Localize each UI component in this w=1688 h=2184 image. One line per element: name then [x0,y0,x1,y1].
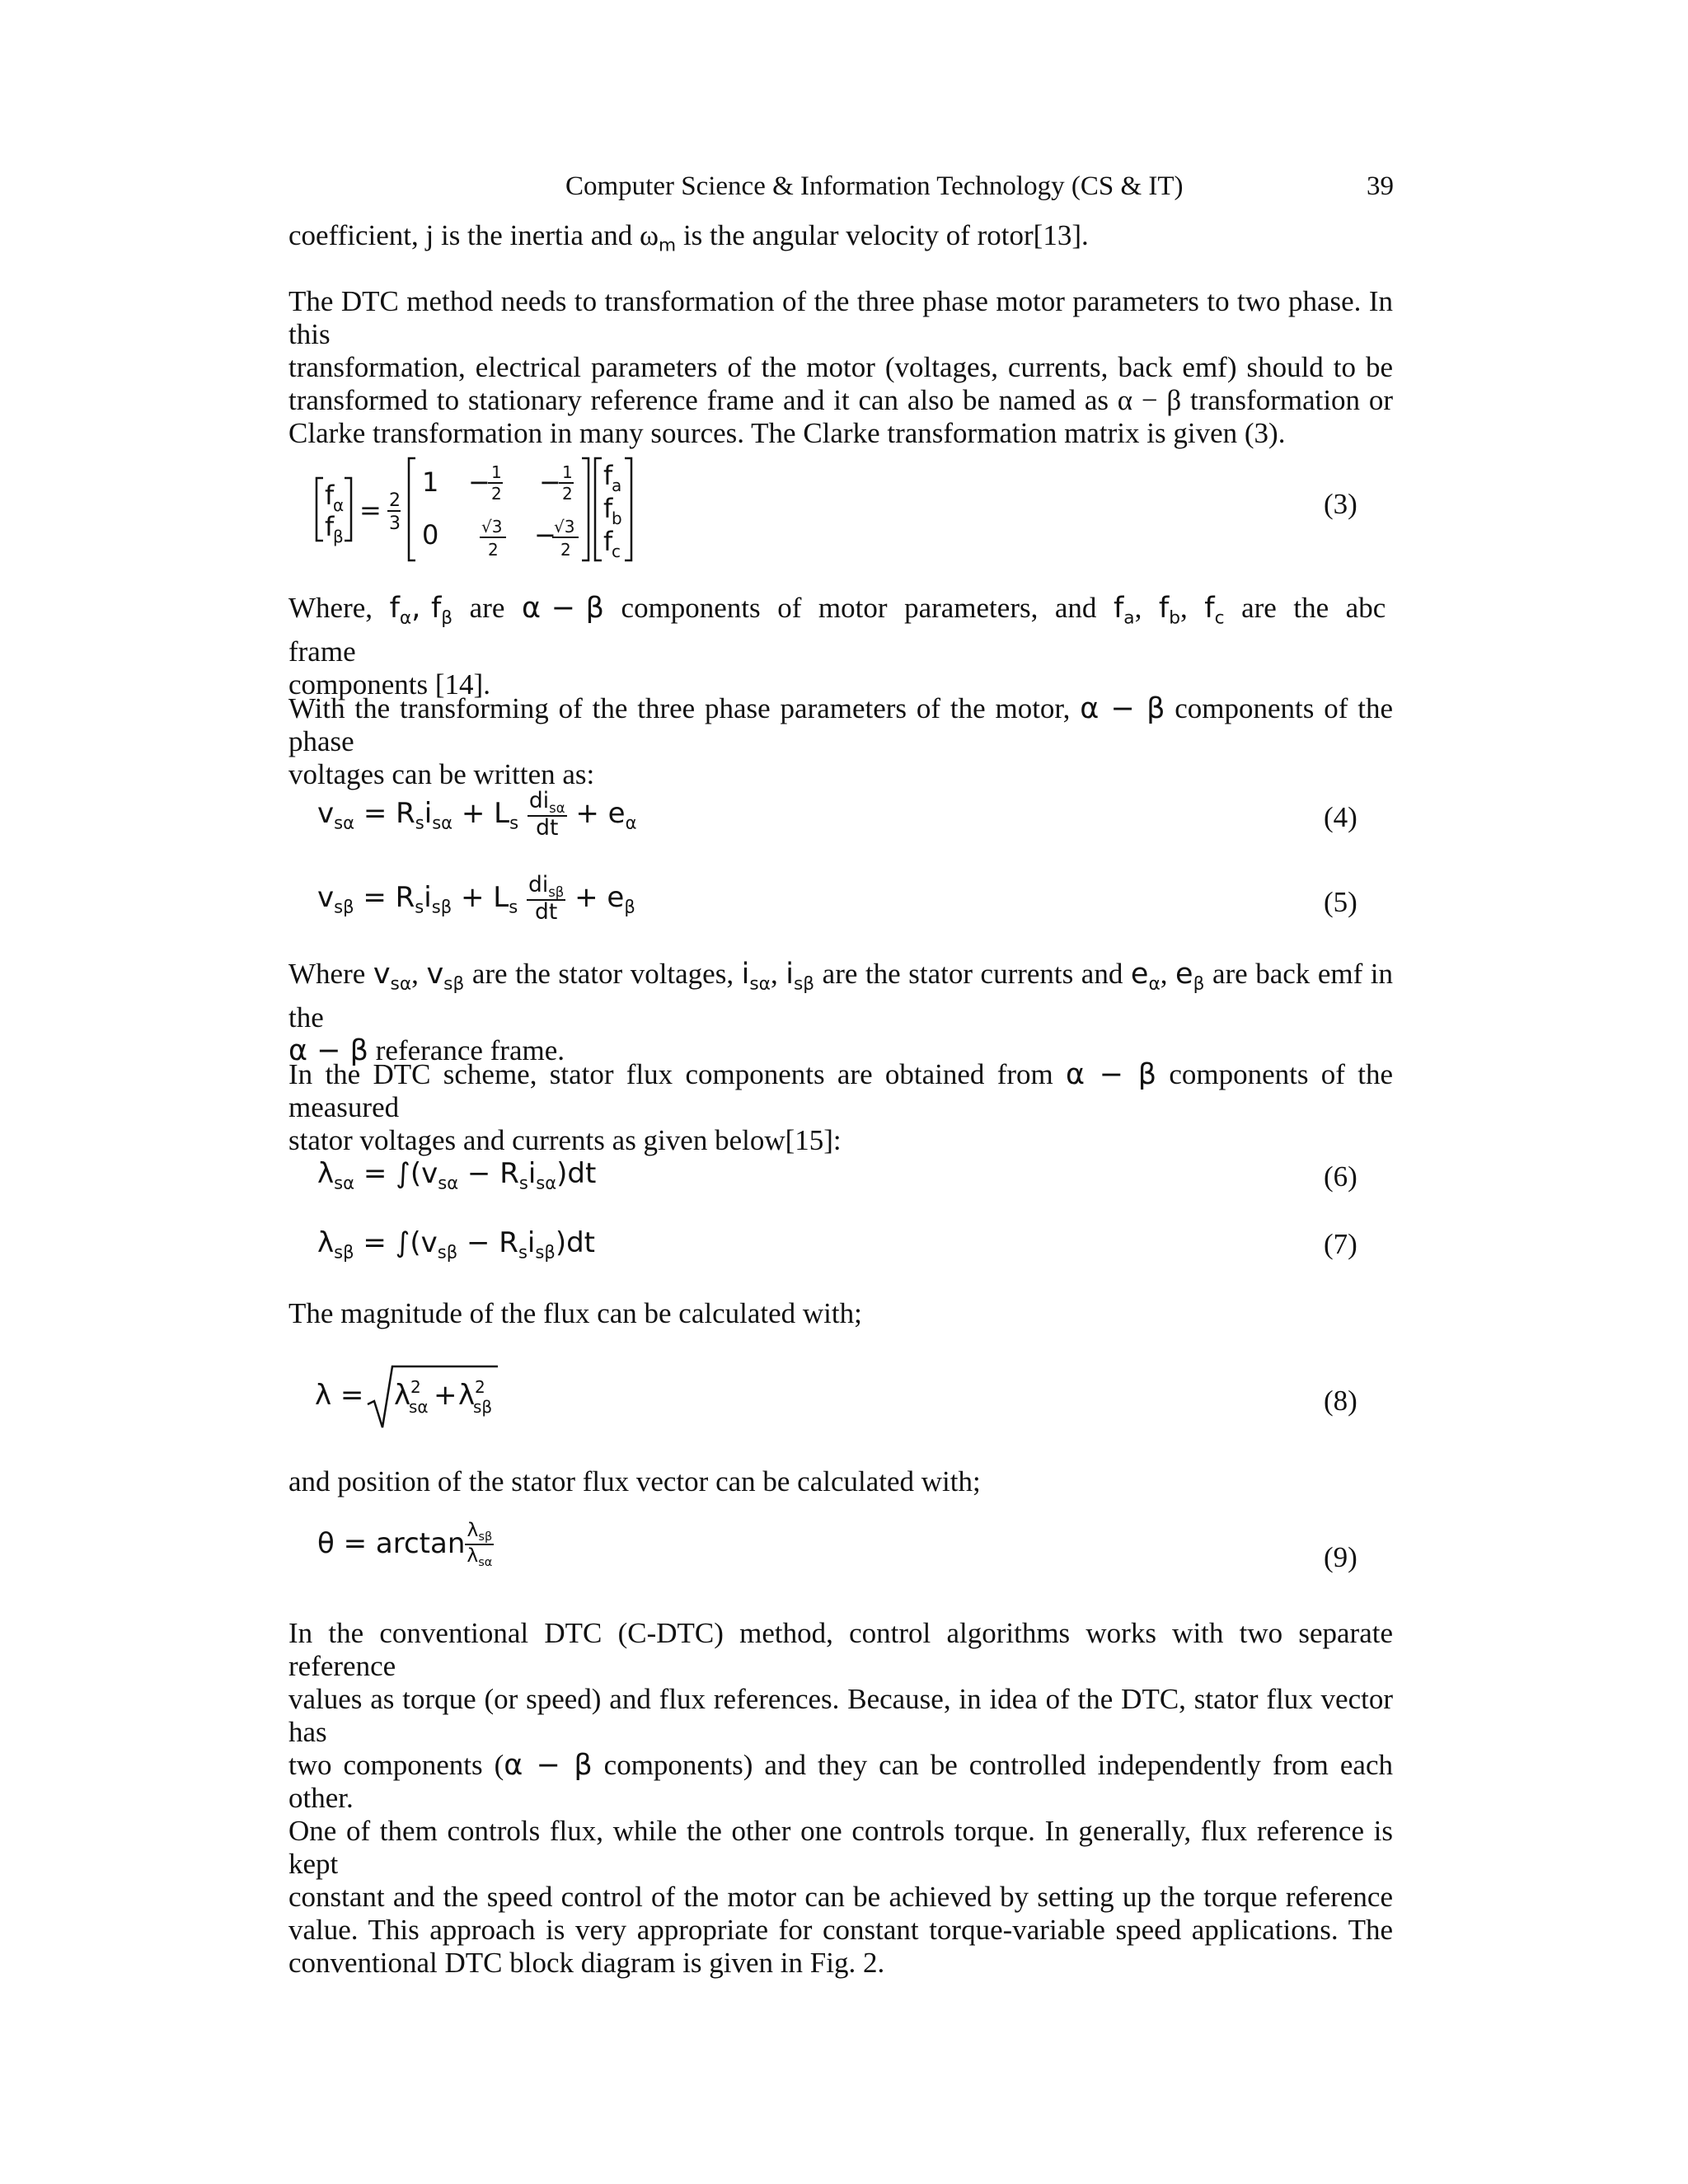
svg-text:c: c [612,541,621,561]
paragraph-phase-voltages: With the transforming of the three phase parameters of the motor, α − β components of the phase voltages can be written as: [288,692,1393,790]
svg-text:λ: λ [394,1379,411,1412]
svg-text:f: f [603,526,613,557]
svg-text:f: f [325,511,335,542]
svg-text:λ: λ [458,1379,476,1412]
svg-text:0: 0 [422,519,439,551]
equation-4: $v_{s\alpha} = R_si_{s\alpha} + L_s$ $\frac{di_{s\alpha}}{dt}$ + $e_\alpha$ [317,788,637,841]
paragraph-conventional-dtc: In the conventional DTC (C-DTC) method, control algorithms works with two separate reference values as torque (or speed) and flux references. Because, in idea of the DTC, stator flux vector has two components (α − β components) and they can be controlled independently from each other. One of them controls flux, while the other one controls torque. In generally, flux reference is kept constant and the speed control of the motor can be achieved by setting up the torque reference value. This approach is very appropriate for constant torque-variable speed applications. The conventional DTC block diagram is given in Fig. 2. [288,1617,1393,1979]
svg-text:2: 2 [491,484,502,504]
svg-text:2: 2 [560,540,571,560]
equation-9: θ = arctan $\frac{\lambda_{s\beta}}{\lambda_{s\alpha}}$ [317,1518,493,1570]
svg-text:b: b [612,509,622,528]
equation-number-4: (4) [1324,801,1357,833]
page-number: 39 [1367,171,1394,201]
equation-number-6: (6) [1324,1160,1357,1193]
svg-text:f: f [325,480,335,511]
svg-text:a: a [612,476,622,495]
equation-number-3: (3) [1324,488,1357,520]
paragraph-flux-position: and position of the stator flux vector can be calculated with; [288,1465,981,1497]
svg-text:√3: √3 [481,517,503,537]
paragraph-continuation: coefficient, j is the inertia and $\omega_m$ is the angular velocity of rotor[13]. [288,219,1089,256]
svg-text:sβ: sβ [473,1397,493,1417]
svg-text:3: 3 [389,513,401,534]
svg-text:=: = [359,494,382,526]
equation-3-clarke-matrix [313,452,659,567]
svg-text:2: 2 [410,1377,421,1397]
equation-number-5: (5) [1324,886,1357,918]
svg-text:α: α [333,495,345,515]
svg-text:2: 2 [389,490,401,511]
paragraph-components-def: Where, $f_\alpha$, $f_\beta$ are α − β components of motor parameters, and $f_a$, $f_b$, $f_c$ are the abc frame components [14]. [288,592,1393,701]
svg-text:f: f [603,493,613,524]
svg-text:2: 2 [562,484,573,504]
paragraph-flux-components: In the DTC scheme, stator flux components are obtained from α − β components of the measured stator voltages and currents as given below[15]: [288,1058,1393,1156]
paragraph-stator-voltages: Where $v_{s\alpha}$, $v_{s\beta}$ are the stator voltages, $i_{s\alpha}$, $i_{s\beta}$ are the stator currents and $e_\alpha$, $e_\beta$ are back emf in the α − β referance frame. [288,958,1394,1067]
journal-title: Computer Science & Information Technology (CS & IT) [565,171,1184,201]
svg-text:−: − [539,466,561,498]
svg-text:√3: √3 [554,517,575,537]
svg-text:2: 2 [488,540,499,560]
paragraph-flux-magnitude: The magnitude of the flux can be calculated with; [288,1297,862,1329]
svg-text:−: − [534,519,556,551]
equation-5: $v_{s\beta} = R_si_{s\beta} + L_s$ $\frac{di_{s\beta}}{dt}$ + $e_\beta$ [317,872,635,925]
svg-text:1: 1 [491,462,502,482]
equation-6: $\lambda_{s\alpha} = \int(v_{s\alpha} - R_si_{s\alpha})dt$ [317,1157,597,1193]
svg-text:f: f [603,460,613,491]
equation-number-8: (8) [1324,1385,1357,1417]
svg-text:β: β [333,527,344,546]
paragraph-dtc-transformation: The DTC method needs to transformation of the three phase motor parameters to two phase. In this transformation, electrical parameters of the motor (voltages, currents, back emf) should to be transformed to stationary reference frame and it can also be named as α − β transformation or Clarke transformation in many sources. The Clarke transformation matrix is given (3). [288,285,1393,449]
equation-number-7: (7) [1324,1228,1357,1260]
equation-7: $\lambda_{s\beta} = \int(v_{s\beta} - R_si_{s\beta})dt$ [317,1226,595,1263]
svg-text:−: − [468,466,490,498]
svg-text:λ =: λ = [315,1379,364,1412]
equation-number-9: (9) [1324,1541,1357,1573]
svg-text:+: + [434,1379,457,1412]
svg-text:2: 2 [475,1377,485,1397]
equation-8 [313,1358,511,1432]
svg-text:sα: sα [409,1397,429,1417]
svg-text:1: 1 [422,466,439,498]
svg-text:1: 1 [562,462,573,482]
